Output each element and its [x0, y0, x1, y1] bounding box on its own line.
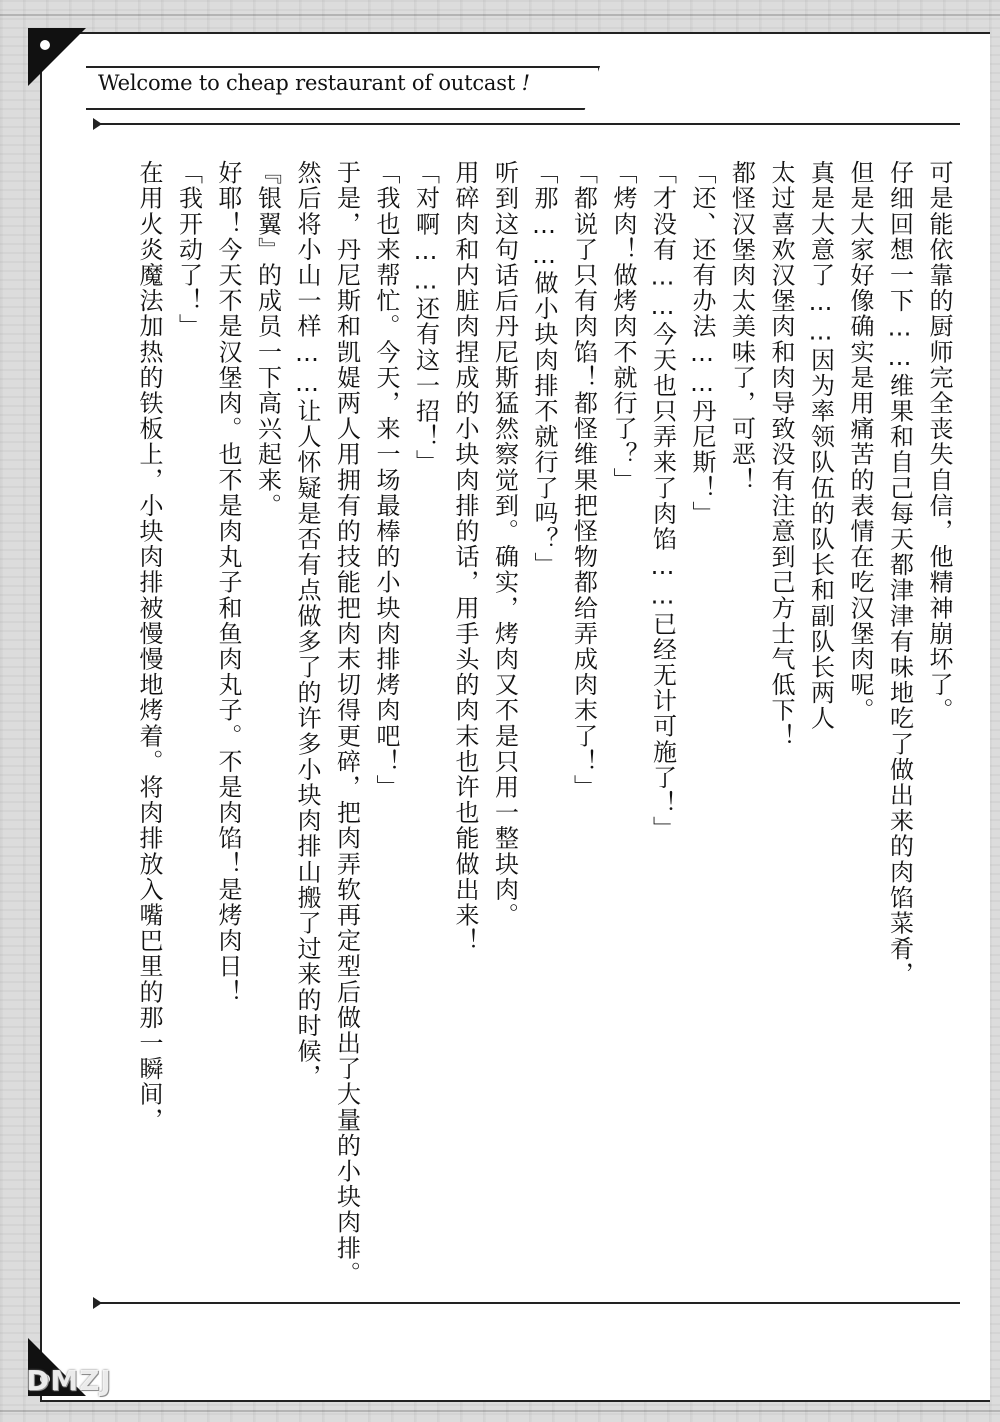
text-line: 「我也来帮忙。今天，来一场最棒的小块肉排烤肉吧！」: [372, 160, 400, 800]
top-rule: [100, 123, 960, 125]
text-line: 『银翼』的成员一下高兴起来。: [253, 160, 282, 519]
text-line: 好耶！今天不是汉堡肉。也不是肉丸子和鱼肉丸子。不是肉馅！是烤肉日！: [214, 160, 242, 1005]
text-line: 「对啊……还有这一招！」: [411, 160, 440, 476]
text-line: 于是，丹尼斯和凯媞两人用拥有的技能把肉末切得更碎，把肉弄软再定型后做出了大量的小块肉排。: [332, 160, 361, 1287]
text-line: 「那……做小块肉排不就行了吗？」: [530, 160, 558, 578]
bottom-rule: [100, 1302, 960, 1304]
text-line: 「还、还有办法……丹尼斯！」: [688, 160, 716, 527]
bottom-rule-arrow: [93, 1297, 102, 1309]
text-line: 仔细回想一下……维果和自己每天都津津有味地吃了做出来的肉馅菜肴，: [885, 160, 914, 988]
text-line: 「烤肉！做烤肉不就行了？」: [609, 160, 637, 493]
text-line: 都怪汉堡肉太美味了，可恶！: [727, 160, 756, 493]
page-header-title: [98, 71, 530, 95]
watermark-logo: DMZJ: [26, 1364, 112, 1397]
text-line: 可是能依靠的厨师完全丧失自信，他精神崩坏了。: [925, 160, 953, 724]
text-line: 在用火炎魔法加热的铁板上，小块肉排被慢慢地烤着。将肉排放入嘴巴里的那一瞬间，: [135, 160, 163, 1133]
text-line: 但是大家好像确实是用痛苦的表情在吃汉堡肉呢。: [846, 160, 874, 724]
text-line: 真是大意了……因为率领队伍的队长和副队长两人: [806, 160, 835, 732]
header-title-mark: !: [521, 71, 530, 95]
text-line: 然后将小山一样……让人怀疑是否有点做多了的许多小块肉排山搬了过来的时候，: [293, 160, 321, 1090]
top-rule-arrow: [93, 118, 102, 130]
text-line: 听到这句话后丹尼斯猛然察觉到。确实，烤肉又不是只用一整块肉。: [490, 160, 519, 928]
header-title-text: Welcome to cheap restaurant of outcast: [98, 71, 516, 95]
text-line: 「我开动了！」: [174, 160, 203, 340]
text-line: 「都说了只有肉馅！都怪维果把怪物都给弄成肉末了！」: [569, 160, 598, 800]
text-line: 「才没有……今天也只弄来了肉馅……已经无计可施了！」: [648, 160, 677, 842]
body-text: [129, 160, 959, 1290]
text-line: 用碎肉和内脏肉捏成的小块肉排的话，用手头的肉末也许也能做出来！: [451, 160, 479, 954]
text-line: 太过喜欢汉堡肉和肉导致没有注意到己方士气低下！: [767, 160, 795, 749]
